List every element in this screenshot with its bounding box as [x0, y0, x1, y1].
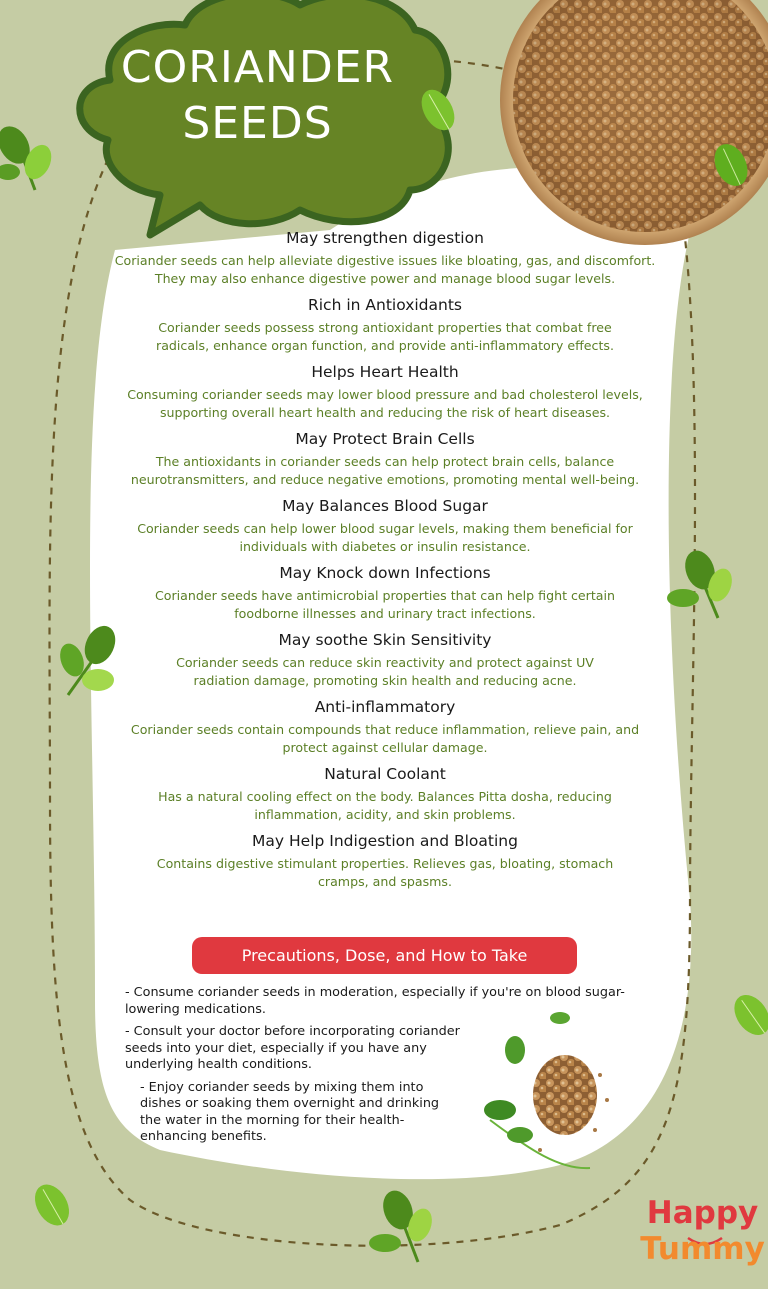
benefit-text: The antioxidants in coriander seeds can help protect brain cells, balance neurotransmitters, and reduce negative emotions, promoting mental well-being. [130, 454, 640, 487]
benefit-item [100, 630, 670, 689]
precaution-item: - Enjoy coriander seeds by mixing them into dishes or soaking them overnight and drinking the water in the morning for their health-enhancing benefits. [140, 1079, 440, 1144]
benefit-title: Rich in Antioxidants [307, 296, 463, 314]
benefit-title: May strengthen digestion [286, 229, 484, 247]
title-line-2: SEEDS [182, 98, 333, 149]
benefit-title: May Protect Brain Cells [295, 430, 475, 448]
benefit-text: Contains digestive stimulant properties. Relieves gas, bloating, stomach cramps, and spasms. [156, 856, 614, 889]
benefit-text: Coriander seeds can reduce skin reactivity and protect against UV radiation damage, promoting skin health and reducing acne. [176, 655, 594, 688]
precautions-list [125, 985, 625, 1152]
benefit-item [100, 831, 670, 890]
benefit-item [100, 429, 670, 488]
sprig-icon-right [667, 546, 736, 618]
logo-line-happy: Happy [646, 1195, 759, 1231]
benefit-item [100, 295, 670, 354]
logo-line-tummy: Tummy [640, 1231, 765, 1267]
benefit-text: Coriander seeds can help alleviate digestive issues like bloating, gas, and discomfort. They may also enhance digestive power and manage blood sugar levels. [114, 253, 656, 286]
benefit-item [100, 764, 670, 823]
benefit-text: Coriander seeds have antimicrobial properties that can help fight certain foodborne illnesses and urinary tract infections. [155, 588, 615, 621]
benefit-item [100, 228, 670, 287]
benefit-text: Consuming coriander seeds may lower blood pressure and bad cholesterol levels, supporting overall heart health and reducing the risk of heart diseases. [127, 387, 643, 420]
benefit-title: Helps Heart Health [311, 363, 459, 381]
benefit-text: Has a natural cooling effect on the body. Balances Pitta dosha, reducing inflammation, acidity, and skin problems. [158, 789, 612, 822]
benefit-title: May Knock down Infections [279, 564, 491, 582]
benefit-text: Coriander seeds can help lower blood sugar levels, making them beneficial for individuals with diabetes or insulin resistance. [137, 521, 633, 554]
sprig-icon-bottom [369, 1186, 436, 1262]
happy-tummy-logo [640, 1195, 765, 1267]
benefit-title: May Balances Blood Sugar [282, 497, 488, 515]
benefit-item [100, 563, 670, 622]
leaf-icon-bottom-left [28, 1178, 76, 1231]
benefit-title: May soothe Skin Sensitivity [278, 631, 492, 649]
sprig-icon-top-left [0, 121, 56, 190]
precautions-heading-banner: Precautions, Dose, and How to Take [192, 937, 577, 974]
benefit-item [100, 362, 670, 421]
benefit-text: Coriander seeds contain compounds that reduce inflammation, relieve pain, and protect against cellular damage. [130, 722, 640, 755]
benefit-item [100, 697, 670, 756]
benefit-item [100, 496, 670, 555]
leaf-icon-right-lower [727, 988, 768, 1041]
title-line-1: CORIANDER [120, 42, 395, 93]
page-title [95, 40, 420, 152]
benefit-title: May Help Indigestion and Bloating [252, 832, 518, 850]
benefit-title: Anti-inflammatory [314, 698, 456, 716]
benefit-title: Natural Coolant [324, 765, 446, 783]
benefit-text: Coriander seeds possess strong antioxidant properties that combat free radicals, enhance organ function, and provide anti-inflammatory effects. [156, 320, 614, 353]
precaution-item: - Consume coriander seeds in moderation, especially if you're on blood sugar-lowering medications. [125, 985, 625, 1017]
benefits-list [100, 228, 670, 898]
precaution-item: - Consult your doctor before incorporating coriander seeds into your diet, especially if you have any underlying health conditions. [125, 1024, 460, 1072]
